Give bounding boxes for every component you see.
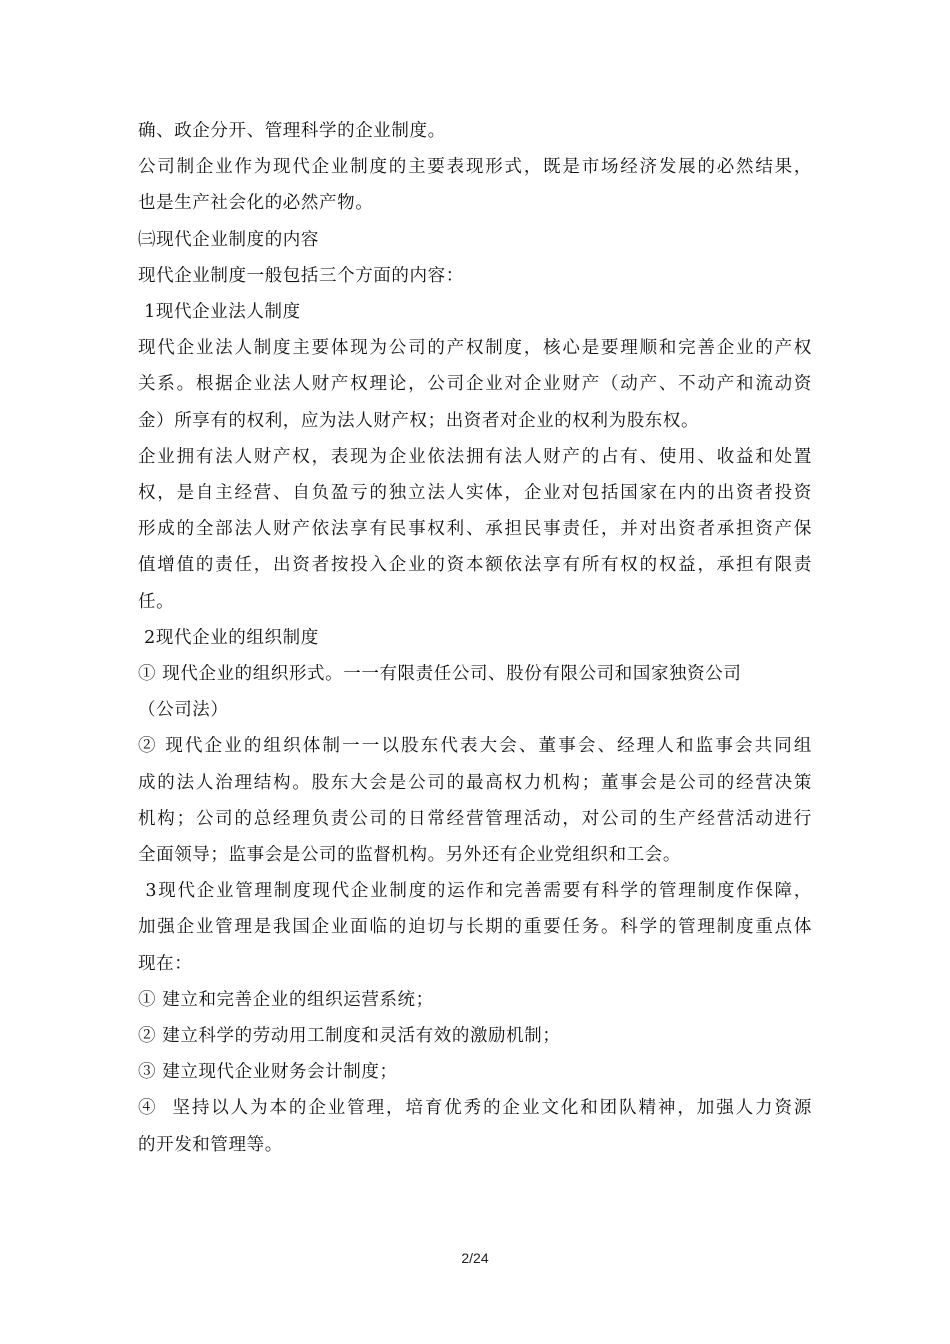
paragraph [138,873,812,982]
text-line: 现在： [138,953,193,974]
list-item [138,1054,812,1090]
text-line: 全面领导；监事会是公司的监督机构。另外还有企业党组织和工会。 [138,845,681,866]
text-line: ③ 建立现代企业财务会计制度； [138,1062,398,1083]
text-line: ② 现代企业的组织体制一一以股东代表大会、董事会、经理人和监事会共同组 [138,736,812,757]
text-line: 机构；公司的总经理负责公司的日常经营管理活动，对公司的生产经营活动进行 [138,808,812,829]
text-line: 值增值的责任，出资者按投入企业的资本额依法享有所有权的权益，承担有限责 [138,555,812,576]
text-line: 2现代企业的组织制度 [138,627,319,648]
text-line: 公司制企业作为现代企业制度的主要表现形式，既是市场经济发展的必然结果， [138,157,812,178]
text-line: 金）所享有的权利，应为法人财产权；出资者对企业的权利为股东权。 [138,410,700,431]
text-line: 3现代企业管理制度现代企业制度的运作和完善需要有科学的管理制度作保障， [138,881,812,902]
subsection-heading [138,620,812,656]
text-line: 的开发和管理等。 [138,1134,283,1155]
list-item [138,1090,812,1162]
page-number: 2/24 [461,1250,489,1266]
text-line: ② 建立科学的劳动用工制度和灵活有效的激励机制； [138,1026,561,1047]
text-line: （公司法） [138,700,229,721]
paragraph [138,330,812,439]
paragraph [138,149,812,221]
text-line: ① 建立和完善企业的组织运营系统； [138,989,434,1010]
text-line: 现代企业法人制度主要体现为公司的产权制度，核心是要理顺和完善企业的产权 [138,338,812,359]
section-heading [138,222,812,258]
list-item [138,982,812,1018]
list-item [138,1018,812,1054]
page-body [138,113,812,1163]
text-line: 现代企业制度一般包括三个方面的内容： [138,265,464,286]
text-line: 关系。根据企业法人财产权理论，公司企业对企业财产（动产、不动产和流动资 [138,374,812,395]
list-item [138,728,812,873]
paragraph [138,439,812,620]
text-line: 形成的全部法人财产依法享有民事权利、承担民事责任，并对出资者承担资产保 [138,519,812,540]
text-line: 也是生产社会化的必然产物。 [138,193,374,214]
text-line: 确、政企分开、管理科学的企业制度。 [138,121,446,141]
text-line: 成的法人治理结构。股东大会是公司的最高权力机构；董事会是公司的经营决策 [138,772,812,793]
subsection-heading [138,294,812,330]
text-line: 权，是自主经营、自负盈亏的独立法人实体，企业对包括国家在内的出资者投资 [138,483,812,504]
text-line: 加强企业管理是我国企业面临的迫切与长期的重要任务。科学的管理制度重点体 [138,917,812,938]
text-line: 1现代企业法人制度 [138,302,301,323]
text-line: ① 现代企业的组织形式。一一有限责任公司、股份有限公司和国家独资公司 [138,664,742,685]
text-line: 企业拥有法人财产权，表现为企业依法拥有法人财产的占有、使用、收益和处置 [138,446,812,467]
text-line: ㈢现代企业制度的内容 [138,229,319,250]
text-line: 任。 [138,591,175,612]
paragraph [138,113,812,149]
list-item [138,656,812,728]
paragraph [138,258,812,294]
text-line: ④ 坚持以人为本的企业管理，培育优秀的企业文化和团队精神，加强人力资源 [138,1098,812,1119]
